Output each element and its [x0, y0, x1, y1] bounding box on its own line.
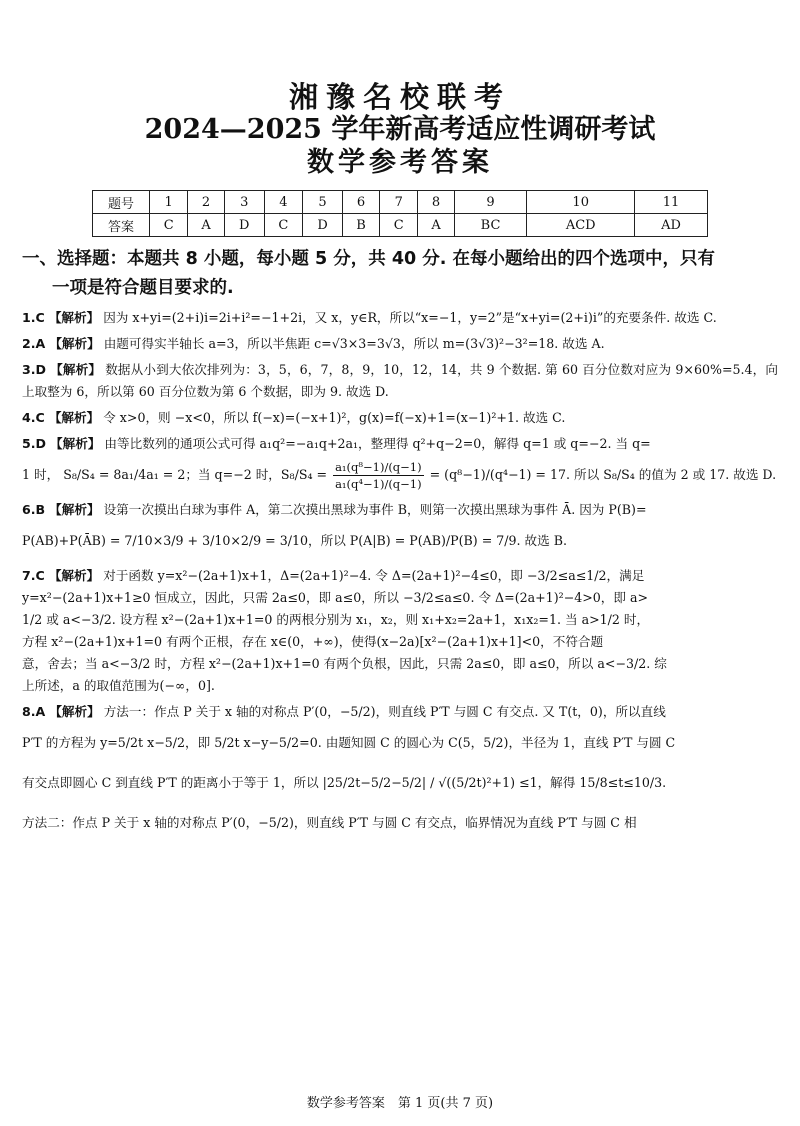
answer-row	[93, 214, 708, 237]
q4-number: 4.C	[22, 410, 45, 425]
question-number: 2	[188, 191, 224, 214]
question-number: 7	[380, 191, 418, 214]
q8-text-line: 方法一：作点 P 关于 x 轴的对称点 P′(0，−5/2)，则直线 P′T 与圆 C 有交点. 又 T(t，0)，所以直线	[103, 704, 666, 719]
q5-text2: 1 时，	[22, 467, 60, 482]
answer-cell: AD	[635, 214, 708, 237]
answer-cell: B	[343, 214, 380, 237]
q4-text: 令 x>0，则 −x<0，所以 f(−x)=(−x+1)²，g(x)=f(−x)+1=(x−1)²+1. 故选 C.	[103, 410, 566, 425]
question-number: 10	[527, 191, 635, 214]
solution-q1	[22, 307, 778, 329]
exam-organizer-title: 湘豫名校联考	[288, 80, 511, 114]
question-number-row	[93, 191, 708, 214]
answer-cell: BC	[454, 214, 527, 237]
q8-line1	[22, 701, 778, 723]
q7-number: 7.C	[22, 568, 45, 583]
solution-q2	[22, 333, 778, 355]
analysis-tag: 【解析】	[50, 362, 102, 377]
q8-number: 8.A	[22, 704, 46, 719]
q5-line2	[22, 455, 778, 495]
q2-number: 2.A	[22, 336, 46, 351]
analysis-tag: 【解析】	[49, 704, 100, 719]
q5-eq1: S₈/S₄ = 8a₁/4a₁ = 2；当 q=−2 时，S₈/S₄ =	[63, 467, 328, 482]
q1-number: 1.C	[22, 310, 45, 325]
answer-cell: A	[418, 214, 454, 237]
answer-key-title: 数学参考答案	[307, 147, 493, 178]
question-number: 5	[303, 191, 343, 214]
section-heading-line1: 一、选择题：本题共 8 小题，每小题 5 分，共 40 分. 在每小题给出的四个选项中，只有	[22, 249, 715, 269]
solution-q3	[22, 359, 778, 403]
q1-text: 因为 x+yi=(2+i)i=2i+i²=−1+2i，又 x，y∈R，所以“x=−1，y=2”是“x+yi=(2+i)i”的充要条件. 故选 C.	[103, 310, 717, 325]
q5-number: 5.D	[22, 436, 47, 451]
q6-line1	[22, 499, 778, 521]
q7-text-line: 方程 x²−(2a+1)x+1=0 有两个正根，存在 x∈(0，+∞)，使得(x−2a)[x²−(2a+1)x+1]<0，不符合题	[22, 634, 604, 649]
q7-text-line: 意，舍去；当 a<−3/2 时，方程 x²−(2a+1)x+1=0 有两个负根，因此，只需 2a≤0，即 a≤0，所以 a<−3/2. 综	[22, 656, 667, 671]
answer-header: 答案	[93, 214, 150, 237]
question-number: 8	[418, 191, 454, 214]
analysis-tag: 【解析】	[49, 336, 100, 351]
answer-table	[92, 190, 708, 237]
solution-q6	[22, 499, 778, 561]
q6-number: 6.B	[22, 502, 46, 517]
solution-q8	[22, 701, 778, 843]
q2-text: 由题可得实半轴长 a=3，所以半焦距 c=√3×3=3√3，所以 m=(3√3)²−3²=18. 故选 A.	[103, 336, 605, 351]
question-number: 3	[224, 191, 264, 214]
q7-text-line: 上所述，a 的取值范围为(−∞，0].	[22, 678, 215, 693]
question-number: 6	[343, 191, 380, 214]
question-number: 11	[635, 191, 708, 214]
q7-text-line: y=x²−(2a+1)x+1≥0 恒成立，因此，只需 2a≤0，即 a≤0，所以 −3/2≤a≤0. 令 Δ=(2a+1)²−4>0，即 a>	[22, 590, 649, 605]
solution-q4	[22, 407, 778, 429]
q5-frac-numerator: a₁(q⁸−1)/(q−1)	[335, 460, 422, 474]
q7-text-line: 对于函数 y=x²−(2a+1)x+1，Δ=(2a+1)²−4. 令 Δ=(2a+1)²−4≤0，即 −3/2≤a≤1/2，满足	[103, 568, 645, 583]
analysis-tag: 【解析】	[48, 410, 100, 425]
analysis-tag: 【解析】	[49, 502, 100, 517]
section-heading	[22, 245, 778, 303]
q3-text: 数据从小到大依次排列为：3，5，6，7，8，9，10，12，14，共 9 个数据. 第 60 百分位数对应为 9×60%=5.4，向上取整为 6，所以第 60 百分位数为第 6 个数据，即为 9. 故选 D.	[22, 362, 778, 399]
analysis-tag: 【解析】	[50, 436, 101, 451]
question-number: 4	[264, 191, 302, 214]
solution-q5	[22, 433, 778, 495]
answer-cell: A	[188, 214, 224, 237]
section-heading-line2: 一项是符合题目要求的.	[52, 278, 234, 298]
q5-text1: 由等比数列的通项公式可得 a₁q²=−a₁q+2a₁，整理得 q²+q−2=0，解得 q=1 或 q=−2. 当 q=	[104, 436, 651, 451]
q7-text-line: 1/2 或 a<−3/2. 设方程 x²−(2a+1)x+1=0 的两根分别为 x₁，x₂，则 x₁+x₂=2a+1，x₁x₂=1. 当 a>1/2 时，	[22, 612, 650, 627]
question-number-header: 题号	[93, 191, 150, 214]
page-footer: 数学参考答案 第 1 页(共 7 页)	[306, 1096, 494, 1111]
answer-cell: C	[380, 214, 418, 237]
answer-cell: C	[150, 214, 188, 237]
q5-frac-denominator: a₁(q⁴−1)/(q−1)	[335, 477, 422, 491]
analysis-tag: 【解析】	[48, 568, 100, 583]
analysis-tag: 【解析】	[48, 310, 100, 325]
question-number: 1	[150, 191, 188, 214]
title-block	[22, 80, 778, 180]
q6-line2: P(AB)+P(ĀB) = 7/10×3/9 + 3/10×2/9 = 3/10，所以 P(A|B) = P(AB)/P(B) = 7/9. 故选 B.	[22, 533, 567, 548]
answer-cell: C	[264, 214, 302, 237]
q5-line1	[22, 433, 778, 455]
q5-compound-fraction	[333, 459, 424, 492]
q5-eq2: = (q⁸−1)/(q⁴−1) = 17. 所以 S₈/S₄ 的值为 2 或 17. 故选 D.	[429, 467, 777, 482]
q6-text1: 设第一次摸出白球为事件 A，第二次摸出黑球为事件 B，则第一次摸出黑球为事件 Ā. 因为 P(B)=	[103, 502, 647, 517]
answer-cell: ACD	[527, 214, 635, 237]
question-number: 9	[454, 191, 527, 214]
answer-cell: D	[303, 214, 343, 237]
answer-cell: D	[224, 214, 264, 237]
q8-text-line: P′T 的方程为 y=5/2t x−5/2，即 5/2t x−y−5/2=0. 由题知圆 C 的圆心为 C(5，5/2)，半径为 1，直线 P′T 与圆 C	[22, 735, 676, 750]
q8-text-line: 有交点即圆心 C 到直线 P′T 的距离小于等于 1，所以 |25/2t−5/2−5/2| / √((5/2t)²+1) ≤1，解得 15/8≤t≤10/3.	[22, 775, 667, 790]
exam-name-title: 2024—2025 学年新高考适应性调研考试	[144, 114, 656, 145]
solution-q7	[22, 565, 778, 697]
q7-line1	[22, 565, 778, 587]
q8-method2-line: 方法二：作点 P 关于 x 轴的对称点 P′(0，−5/2)，则直线 P′T 与圆 C 有交点，临界情况为直线 P′T 与圆 C 相	[22, 815, 637, 830]
q3-number: 3.D	[22, 362, 47, 377]
